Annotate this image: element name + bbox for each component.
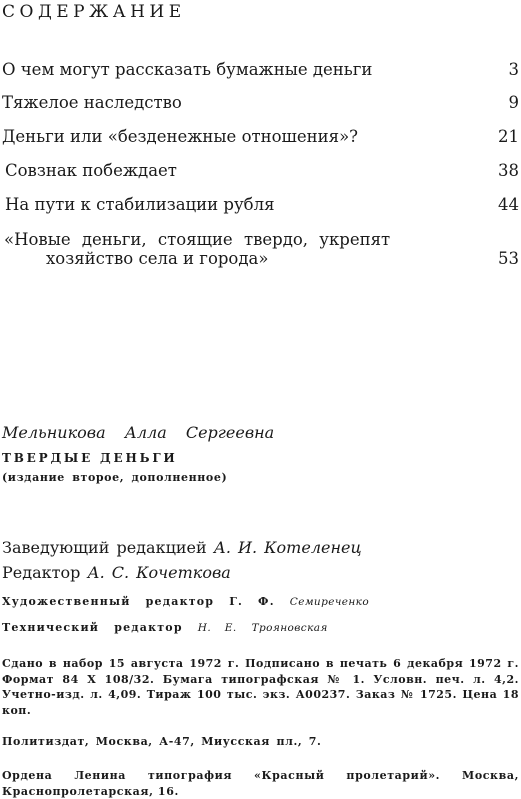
- edition-note: (издание второе, дополненное): [2, 471, 228, 484]
- credit-name: А. И. Котеленец: [213, 538, 362, 557]
- credit-label: Редактор: [2, 563, 81, 582]
- imprint-details: Сдано в набор 15 августа 1972 г. Подписано в печать 6 декабря 1972 г. Формат 84 X 108/32. Бумага типографская № 1. Условн. печ. л. 4,2. Учетно-изд. л. 4,09. Тираж 100 тыс. экз. А00237. Заказ № 1725. Цена 18 коп.: [2, 657, 519, 717]
- credit-label: Технический редактор: [2, 621, 183, 634]
- toc-entry-page: 53: [498, 249, 519, 268]
- credit-name: А. С. Кочеткова: [87, 563, 231, 582]
- editor-credit: [2, 563, 231, 582]
- credit-label: Художественный редактор: [2, 595, 215, 608]
- printer-address: Ордена Ленина типография «Красный пролетарий». Москва, Краснопролетарская, 16.: [2, 769, 519, 798]
- toc-entry-title: «Новые деньги, стоящие твердо, укрепят: [4, 230, 391, 249]
- art-editor-credit: [2, 595, 369, 608]
- toc-entry-page: 44: [498, 195, 519, 214]
- toc-entry-title: О чем могут рассказать бумажные деньги: [2, 60, 373, 79]
- credit-name: Семиреченко: [289, 596, 370, 608]
- toc-entry-title: Совзнак побеждает: [5, 161, 177, 180]
- credit-initials: Г. Ф.: [229, 595, 275, 608]
- credit-initials: Н. Е.: [197, 622, 237, 634]
- credit-name: Трояновская: [251, 622, 328, 634]
- author-name: Мельникова Алла Сергеевна: [2, 423, 275, 442]
- toc-entry-title: Деньги или «безденежные отношения»?: [2, 127, 359, 146]
- book-title: ТВЕРДЫЕ ДЕНЬГИ: [2, 451, 178, 465]
- toc-entry-page: 38: [498, 161, 519, 180]
- publisher-address: Политиздат, Москва, А-47, Миусская пл., 7.: [2, 735, 322, 748]
- toc-entry-page: 21: [498, 127, 519, 146]
- credit-label: Заведующий редакцией: [2, 538, 207, 557]
- tech-editor-credit: [2, 621, 328, 634]
- contents-heading: СОДЕРЖАНИЕ: [2, 2, 186, 22]
- toc-entry-title: На пути к стабилизации рубля: [5, 195, 275, 214]
- toc-entry-title: Тяжелое наследство: [2, 93, 182, 112]
- toc-entry-page: 3: [508, 60, 519, 79]
- head-editor-credit: [2, 538, 362, 557]
- toc-entry-page: 9: [508, 93, 519, 112]
- toc-entry-title-continued: хозяйство села и города»: [46, 249, 269, 268]
